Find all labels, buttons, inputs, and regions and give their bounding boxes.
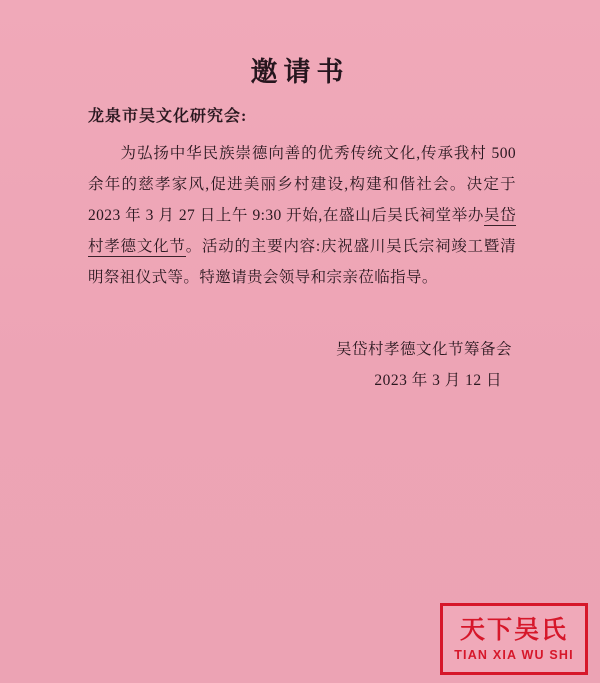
signature-block <box>0 334 512 396</box>
salutation: 龙泉市吴文化研究会: <box>88 108 248 125</box>
page-title: 邀请书 <box>250 57 350 88</box>
body-text-part-two: 。活动的主要内容:庆祝盛川吴氏宗祠竣工暨清明祭祖仪式等。特邀请贵会领导和宗亲莅临指导。 <box>88 238 516 286</box>
body-text-part-one: 为弘扬中华民族崇德向善的优秀传统文化,传承我村 500 余年的慈孝家风,促进美丽乡村建设,构建和偕社会。决定于 2023 年 3 月 27 日上午 9:30 开始,在盛山后吴氏祠堂举办 <box>88 145 516 224</box>
logo-stamp <box>440 603 588 675</box>
stamp-pinyin-text: TIAN XIA WU SHI <box>454 648 574 663</box>
invitation-body <box>88 138 516 293</box>
signature-date: 2023 年 3 月 12 日 <box>374 372 502 389</box>
body-text-emphasis: 吴岱村孝德文化节 <box>88 207 516 255</box>
stamp-chinese-text: 天下吴氏 <box>459 614 568 644</box>
signature-organization: 吴岱村孝德文化节筹备会 <box>335 341 512 358</box>
